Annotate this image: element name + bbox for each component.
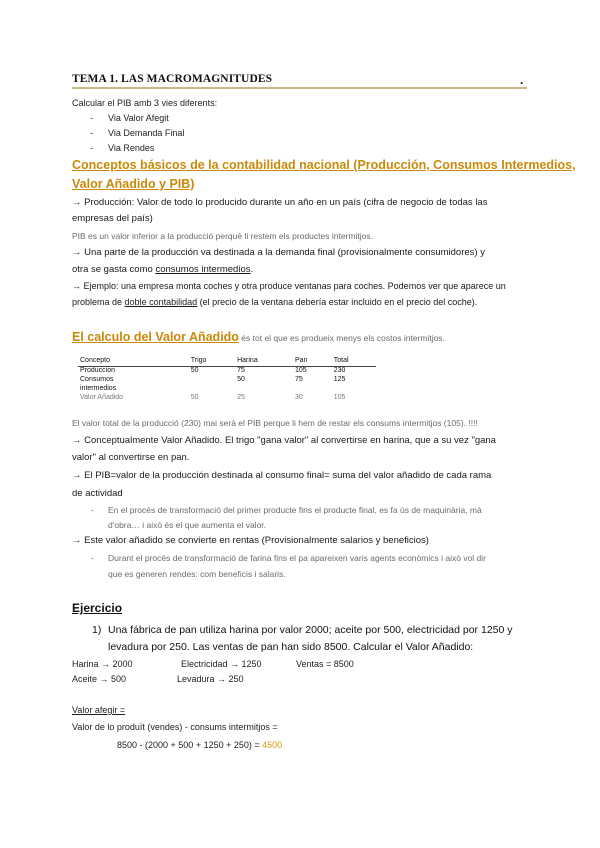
value-added-table [78, 357, 376, 403]
table-cell: 75 [237, 367, 245, 374]
table-header-row [78, 357, 376, 367]
table-cell: 50 [237, 376, 245, 383]
heading-note: és tot el que es produeix menys els costos intermitjos. [238, 333, 445, 343]
demand-text-cont [72, 264, 253, 275]
title-dot: . [520, 73, 524, 87]
demand-text: → Una parte de la producción va destinada a la demanda final (provisionalmente consumidores) y [72, 247, 485, 258]
table-row [78, 367, 376, 377]
concept-text-cont: valor" al convertirse en pan. [72, 452, 190, 463]
sub-bullet-text: Durant el procés de transformació de farina fins el pa apareixen varis agents econòmics i això vol dir [108, 553, 486, 563]
sub-bullet-text-cont: d'obra… i això és el que aumenta el valor. [108, 520, 267, 530]
data-electricidad: Electricidad → 1250 [181, 659, 262, 669]
table-cell: Produccion [80, 367, 116, 374]
calculation-result: 4500 [262, 740, 283, 750]
example-text: → Ejemplo: una empresa monta coches y otra produce ventanas para coches. Podemos ver que aparece un [72, 281, 506, 291]
example-text-cont [72, 297, 477, 307]
table-cell: 105 [333, 394, 346, 401]
value-added-label: Valor afegir = [72, 705, 126, 715]
column-header: Trigo [189, 357, 235, 367]
column-header: Concepto [78, 357, 189, 367]
data-harina: Harina → 2000 [72, 659, 133, 669]
list-item-label: Via Demanda Final [108, 128, 185, 138]
sub-bullet-dash: - [91, 553, 94, 563]
table-row [78, 394, 376, 403]
exercise-question-cont: levadura por 250. Las ventas de pan han sido 8500. Calcular el Valor Añadido: [108, 641, 474, 653]
column-header: Pan [293, 357, 332, 367]
table-cell: 50 [190, 394, 199, 401]
data-ventas: Ventas = 8500 [296, 659, 354, 669]
sub-bullet-text-cont: que es generen rendes: com beneficis i salaris. [108, 569, 286, 579]
column-header: Total [332, 357, 376, 367]
table-cell: 50 [190, 367, 199, 374]
double-accounting-term: doble contabilidad [124, 297, 198, 307]
rentas-text: → Este valor añadido se convierte en rentas (Provisionalmente salarios y beneficios) [72, 535, 429, 546]
table-cell: 230 [333, 367, 346, 374]
formula-text: Valor de lo produït (vendes) - consums intermitjos = [72, 722, 278, 732]
text-segment: . [250, 264, 254, 275]
calculation-expression: 8500 - (2000 + 500 + 1250 + 250) = [117, 740, 263, 750]
concept-text: → Conceptualmente Valor Añadido. El trigo "gana valor" al convertirse en harina, que a su vez "gana [72, 435, 496, 446]
pib-note: PIB es un valor inferior a la producció perquè li restem els productes intermitjos. [72, 231, 373, 241]
data-aceite: Aceite → 500 [72, 674, 127, 684]
table-cell: 25 [237, 394, 245, 401]
table-cell [189, 376, 235, 385]
list-item: - [90, 128, 93, 138]
table-cell: 30 [295, 394, 303, 401]
list-item: - [90, 143, 93, 153]
calculation [117, 740, 282, 750]
list-item: - [90, 113, 93, 123]
pib-definition-cont: de actividad [72, 488, 123, 499]
pib-definition: → El PIB=valor de la producción destinada al consumo final= suma del valor añadido de cada rama [72, 470, 492, 481]
table-cell: 75 [295, 376, 303, 383]
intro-text: Calcular el PIB amb 3 vies diferents: [72, 98, 218, 108]
table-cell: 105 [295, 367, 307, 374]
text-segment: (el precio de la ventana debería estar incluido en el precio del coche). [197, 297, 478, 307]
table-row [78, 376, 376, 385]
table-row [78, 385, 376, 394]
exercise-question: Una fábrica de pan utiliza harina por valor 2000; aceite por 500, electricidad por 1250 y [108, 624, 513, 636]
list-item-label: Via Valor Afegit [108, 113, 169, 123]
sub-bullet-text: En el procés de transformació del primer producte fins el producte final, es fa ús de maquinària, mà [108, 505, 482, 515]
text-segment: problema de [72, 297, 125, 307]
table-cell: Valor Añadido [80, 394, 124, 401]
data-levadura: Levadura → 250 [177, 674, 244, 684]
table-cell [235, 385, 293, 394]
text-segment: otra se gasta como [72, 264, 156, 275]
table-cell: Consumos [80, 376, 114, 383]
exercise-title: Ejercicio [72, 601, 123, 615]
table-cell [293, 385, 332, 394]
column-header: Harina [235, 357, 293, 367]
table-cell [332, 385, 376, 394]
exercise-number: 1) [92, 624, 102, 636]
page-title: TEMA 1. LAS MACROMAGNITUDES [72, 73, 527, 89]
production-def: → Producción: Valor de todo lo producido durante un año en un país (cifra de negocio de todas las [72, 197, 488, 208]
sub-bullet-dash: - [91, 505, 94, 515]
intermediate-consumption-term: consumos intermedios [155, 264, 251, 275]
section-heading: Conceptos básicos de la contabilidad nacional (Producción, Consumos Intermedios, [72, 158, 576, 172]
total-note: El valor total de la producció (230) mai serà el PIB perque li hem de restar els consums intermitjos (105). !!!! [72, 418, 478, 428]
section-heading-cont: Valor Añadido y PIB) [72, 177, 195, 191]
value-added-heading-line [72, 330, 445, 344]
table-cell [189, 385, 235, 394]
table-cell: 125 [333, 376, 346, 383]
table-cell: intermedios [80, 385, 117, 392]
list-item-label: Via Rendes [108, 143, 155, 153]
production-def-cont: empresas del país) [72, 213, 153, 224]
section-heading: El calculo del Valor Añadido [72, 330, 239, 344]
